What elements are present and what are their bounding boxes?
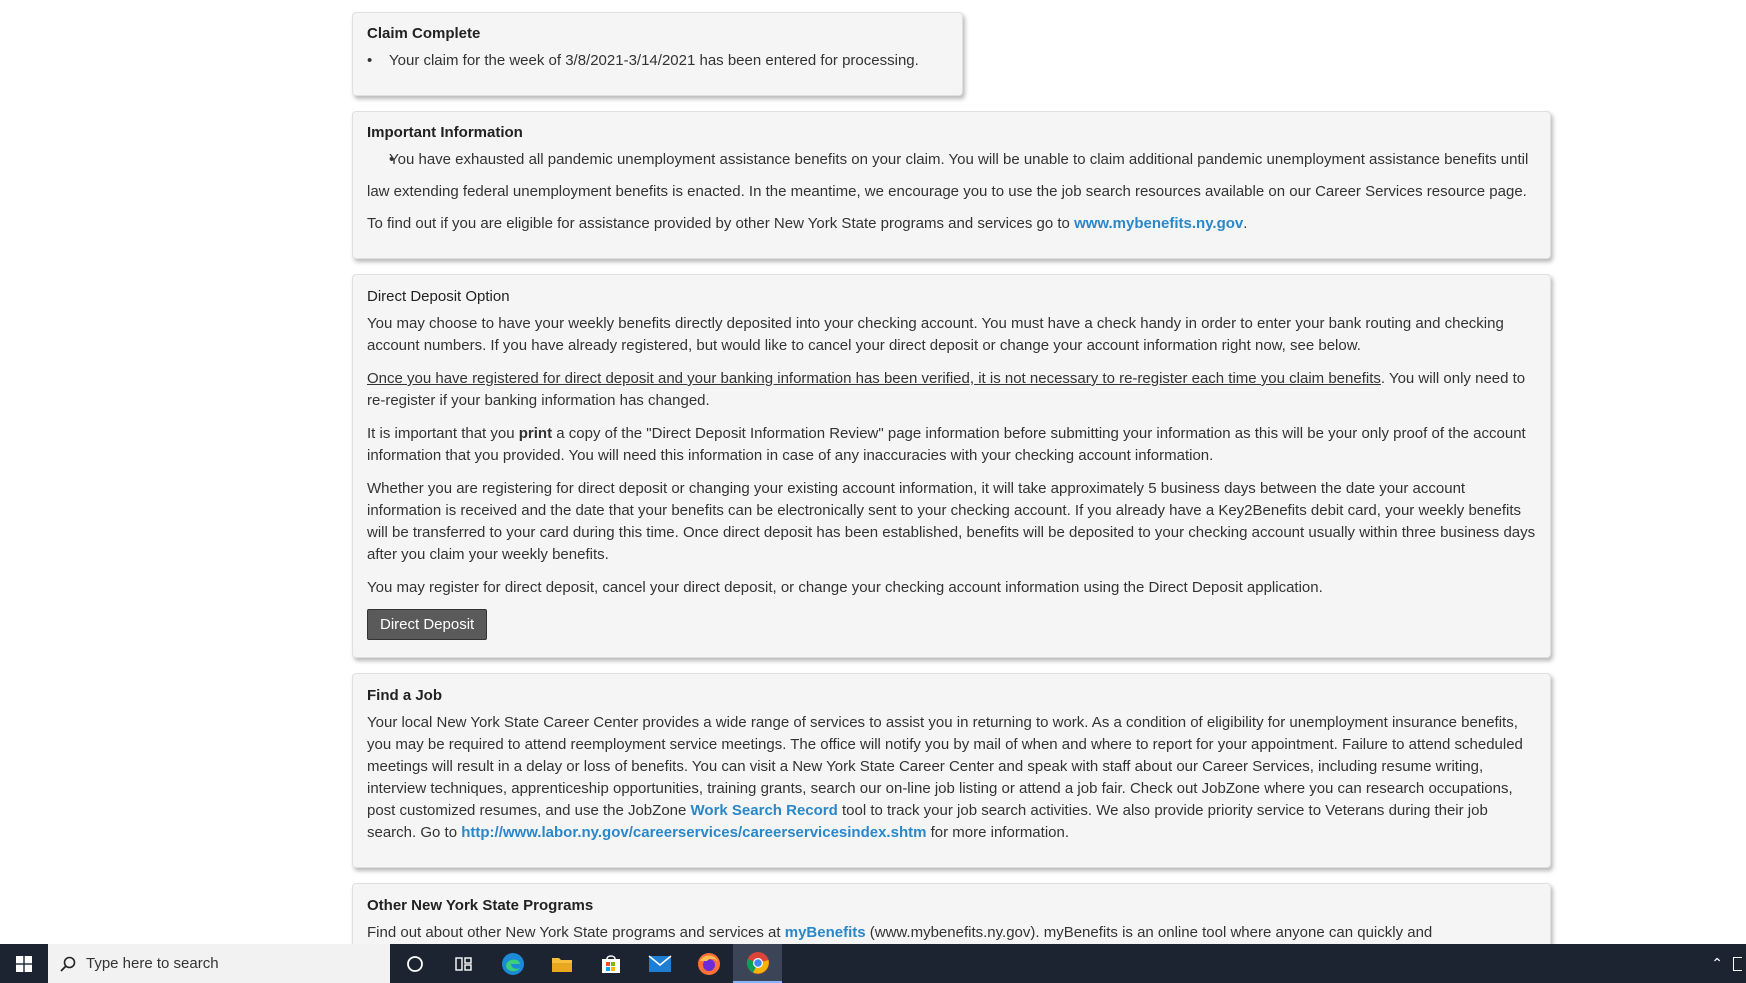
important-info-text	[367, 144, 1536, 240]
find-job-text	[367, 712, 1536, 844]
print-note-before: It is important that you	[367, 425, 519, 442]
print-note-after: a copy of the "Direct Deposit Information Review" page information before submitting your information as this will be your only proof of the account information that you provided. You will need this information in case of any inaccuracies with your checking account information.	[367, 425, 1526, 464]
find-job-panel	[352, 673, 1551, 868]
direct-deposit-panel	[352, 274, 1551, 658]
cortana-button[interactable]	[390, 944, 439, 983]
store-icon	[600, 953, 622, 975]
other-programs-text-before: Find out about other New York State programs and services at	[367, 924, 785, 941]
store-button[interactable]	[586, 944, 635, 983]
file-explorer-button[interactable]	[537, 944, 586, 983]
windows-logo-icon	[16, 956, 32, 972]
important-info-body: You have exhausted all pandemic unemployment assistance benefits on your claim. You will be unable to claim additional pandemic unemployment assistance benefits until law extending federal unemployment benefits is enacted. In the meantime, we encourage you to use the job search resources available on our Career Services resource page. To find out if you are eligible for assistance provided by other New York State programs and services go to	[367, 151, 1529, 232]
search-icon	[60, 956, 76, 972]
work-search-record-link[interactable]: Work Search Record	[690, 802, 838, 819]
system-tray	[1701, 944, 1746, 983]
important-info-title: Important Information	[367, 124, 523, 141]
mybenefits-link[interactable]: www.mybenefits.ny.gov	[1074, 215, 1244, 232]
reregister-rest-text: . You will only need to re-register if your banking information has changed.	[367, 370, 1526, 409]
claim-complete-panel	[352, 12, 963, 96]
other-programs-text-after: (www.mybenefits.ny.gov). myBenefits is an online tool where anyone can quickly and	[865, 924, 1433, 941]
reregister-underlined-text: Once you have registered for direct deposit and your banking information has been verified, it is not necessary to re-register each time you claim benefits	[367, 370, 1381, 387]
edge-button[interactable]	[488, 944, 537, 983]
chrome-button[interactable]	[733, 944, 782, 983]
taskbar-search-placeholder: Type here to search	[86, 955, 219, 972]
start-button[interactable]	[0, 944, 48, 983]
taskbar-search-box[interactable]	[48, 944, 390, 983]
file-explorer-icon	[551, 954, 573, 974]
find-job-title: Find a Job	[367, 687, 442, 704]
important-info-panel	[352, 111, 1551, 259]
find-job-text-before: Your local New York State Career Center provides a wide range of services to assist you in returning to work. As a condition of eligibility for unemployment insurance benefits, you may be required to attend reemployment service meetings. The office will notify you by mail of when and where to report for your appointment. Failure to attend scheduled meetings will result in a delay or loss of benefits. You can visit a New York State Career Center and speak with staff about our Career Services, including resume writing, interview techniques, apprenticeship opportunities, training grants, search our on-line job listing or attend a job fair. Check out JobZone where you can research occupations, post customized resumes, and use the JobZone	[367, 714, 1523, 819]
firefox-icon	[697, 952, 721, 976]
find-job-text-middle: tool to track your job search activities. We also provide priority service to Veterans during their job search. Go to	[367, 802, 1488, 841]
task-view-icon	[455, 955, 473, 973]
direct-deposit-button[interactable]: Direct Deposit	[367, 609, 487, 640]
claim-complete-title: Claim Complete	[367, 25, 481, 42]
direct-deposit-print-note	[367, 423, 1536, 467]
direct-deposit-intro: You may choose to have your weekly benefits directly deposited into your checking account. You must have a check handy in order to enter your bank routing and checking account numbers. If you have already registered, but would like to cancel your direct deposit or change your account information right now, see below.	[367, 315, 1504, 354]
direct-deposit-title: Direct Deposit Option	[367, 288, 510, 305]
cortana-icon	[406, 955, 424, 973]
claim-message: • Your claim for the week of 3/8/2021-3/14/2021 has been entered for processing.	[367, 45, 948, 77]
mail-icon	[648, 955, 672, 973]
print-note-bold: print	[518, 425, 553, 442]
direct-deposit-timing: Whether you are registering for direct deposit or changing your existing account information, it will take approximately 5 business days between the date your account information is received and the date that your benefits can be electronically sent to your checking account. If you already have a Key2Benefits debit card, your weekly benefits will be transferred to your card during this time. Once direct deposit has been established, benefits will be deposited to your checking account usually within three business days after you claim your weekly benefits.	[367, 480, 1536, 563]
edge-icon	[501, 952, 525, 976]
mail-button[interactable]	[635, 944, 684, 983]
career-services-link[interactable]: http://www.labor.ny.gov/careerservices/careerservicesindex.shtm	[461, 824, 927, 841]
direct-deposit-reregister	[367, 368, 1536, 412]
taskbar	[0, 944, 1746, 983]
important-info-period: .	[1243, 215, 1248, 232]
firefox-button[interactable]	[684, 944, 733, 983]
action-center-icon[interactable]	[1733, 957, 1742, 971]
chrome-icon	[746, 951, 770, 975]
task-view-button[interactable]	[439, 944, 488, 983]
find-job-text-after: for more information.	[926, 824, 1070, 841]
direct-deposit-application-note: You may register for direct deposit, cancel your direct deposit, or change your checking account information using the Direct Deposit application.	[367, 579, 1323, 596]
other-programs-text	[367, 922, 1536, 944]
show-hidden-icons-chevron-up-icon[interactable]: ⌃	[1711, 955, 1723, 971]
other-programs-title: Other New York State Programs	[367, 897, 594, 914]
mybenefits-app-link[interactable]: myBenefits	[784, 924, 866, 941]
other-programs-panel	[352, 883, 1551, 944]
